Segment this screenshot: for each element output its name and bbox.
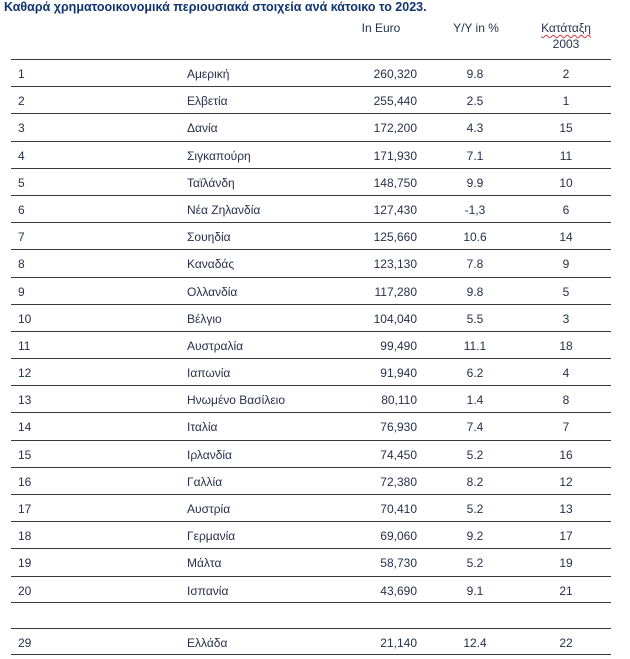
cell-country: Βέλγιο — [187, 311, 222, 326]
cell-yy: 5.2 — [466, 502, 484, 516]
table-row — [11, 113, 611, 140]
cell-yy: 4.3 — [466, 121, 484, 136]
table-row — [11, 576, 611, 603]
cell-country: Ιρλανδία — [187, 447, 232, 462]
cell-country: Ιαπωνία — [187, 366, 231, 381]
cell-yy: 7.1 — [466, 148, 484, 163]
cell-rank-2003: 9 — [562, 257, 570, 272]
table-row — [11, 304, 611, 331]
cell-rank-number: 13 — [18, 393, 32, 408]
cell-yy: 9.1 — [466, 583, 484, 598]
column-header-rank-label: Κατάταξη — [541, 21, 591, 35]
cell-yy: -1,3 — [464, 202, 486, 217]
cell-rank-2003: 6 — [562, 202, 570, 217]
table-row — [11, 412, 611, 439]
column-header-euro: In Euro — [361, 21, 401, 35]
cell-country: Αυστραλία — [187, 338, 244, 353]
table-row — [11, 494, 611, 521]
cell-yy: 5.2 — [466, 556, 484, 571]
column-header-rank — [526, 20, 606, 52]
table-row — [11, 440, 611, 467]
cell-euro: 171,930 — [373, 148, 417, 163]
cell-yy: 12.4 — [463, 636, 487, 650]
table-row — [11, 358, 611, 385]
cell-country: Ηνωμένο Βασίλειο — [187, 393, 286, 408]
table-row — [11, 249, 611, 276]
cell-country: Δανία — [187, 121, 218, 136]
cell-yy: 2.5 — [466, 94, 484, 109]
cell-euro: 74,450 — [380, 447, 417, 462]
cell-rank-2003: 14 — [559, 230, 573, 245]
cell-rank-2003: 4 — [562, 366, 570, 381]
table-row — [11, 222, 611, 249]
cell-euro: 104,040 — [373, 311, 417, 326]
cell-rank-number: 12 — [18, 366, 32, 381]
cell-rank-2003: 22 — [559, 636, 573, 650]
cell-euro: 80,110 — [381, 393, 417, 408]
cell-yy: 7.4 — [466, 420, 484, 435]
cell-yy: 8.2 — [466, 474, 484, 489]
cell-rank-number: 10 — [18, 311, 32, 326]
cell-rank-number: 3 — [18, 121, 25, 136]
cell-euro: 91,940 — [380, 366, 417, 381]
cell-euro: 72,380 — [380, 474, 417, 489]
cell-country: Ελβετία — [187, 94, 228, 109]
cell-country: Καναδάς — [187, 257, 235, 272]
cell-euro: 172,200 — [373, 121, 417, 136]
cell-rank-2003: 11 — [559, 148, 573, 163]
cell-rank-number: 29 — [18, 636, 32, 650]
cell-rank-number: 15 — [18, 447, 32, 462]
cell-rank-number: 1 — [18, 67, 25, 81]
cell-yy: 5.2 — [466, 447, 484, 462]
ranking-table — [11, 59, 611, 603]
cell-yy: 9.8 — [466, 284, 484, 299]
cell-country: Ιταλία — [187, 420, 218, 435]
cell-yy: 9.2 — [466, 529, 484, 544]
cell-rank-number: 6 — [18, 202, 25, 217]
table-row — [11, 521, 611, 548]
cell-rank-2003: 7 — [562, 420, 570, 435]
cell-rank-2003: 18 — [559, 338, 573, 353]
cell-euro: 21,140 — [380, 636, 417, 650]
page-title: Καθαρά χρηματοοικονομικά περιουσιακά στοιχεία ανά κάτοικο το 2023. — [4, 0, 427, 14]
cell-rank-2003: 3 — [562, 311, 570, 326]
cell-rank-number: 20 — [18, 583, 32, 598]
table-row — [11, 141, 611, 168]
table-row — [11, 467, 611, 494]
cell-euro: 69,060 — [380, 529, 417, 544]
cell-country: Σουηδία — [187, 230, 231, 245]
cell-euro: 123,130 — [373, 257, 417, 272]
cell-rank-number: 14 — [18, 420, 32, 435]
column-header-yy: Y/Y in % — [453, 21, 499, 35]
cell-rank-2003: 1 — [562, 94, 570, 109]
table-row — [11, 277, 611, 304]
cell-rank-2003: 5 — [562, 284, 570, 299]
cell-rank-2003: 21 — [559, 583, 573, 598]
cell-rank-2003: 12 — [559, 474, 573, 489]
cell-rank-2003: 13 — [559, 502, 573, 516]
table-row — [11, 168, 611, 195]
cell-rank-number: 17 — [18, 502, 32, 516]
cell-euro: 148,750 — [373, 175, 417, 190]
cell-country: Ελλάδα — [187, 636, 228, 650]
table-row — [11, 59, 611, 86]
cell-country: Αυστρία — [187, 502, 231, 516]
cell-yy: 11.1 — [463, 338, 487, 353]
column-header-rank-year: 2003 — [552, 37, 580, 51]
cell-rank-number: 9 — [18, 284, 25, 299]
cell-euro: 125,660 — [373, 230, 417, 245]
table-row — [11, 195, 611, 222]
cell-yy: 7.8 — [466, 257, 484, 272]
cell-country: Ολλανδία — [187, 284, 238, 299]
cell-yy: 1.4 — [466, 393, 484, 408]
table-row — [11, 385, 611, 412]
cell-yy: 9.9 — [466, 175, 484, 190]
cell-euro: 99,490 — [380, 338, 417, 353]
cell-country: Ταϊλάνδη — [187, 175, 235, 190]
cell-rank-number: 7 — [18, 230, 25, 245]
table-row — [11, 331, 611, 358]
cell-rank-number: 8 — [18, 257, 25, 272]
cell-rank-2003: 8 — [562, 393, 570, 408]
cell-rank-number: 5 — [18, 175, 25, 190]
table-header — [0, 20, 630, 60]
table-row — [11, 86, 611, 113]
cell-euro: 127,430 — [373, 202, 417, 217]
table-row — [11, 548, 611, 575]
cell-euro: 255,440 — [373, 94, 417, 109]
cell-country: Σιγκαπούρη — [187, 148, 251, 163]
cell-euro: 43,690 — [380, 583, 417, 598]
cell-rank-number: 18 — [18, 529, 32, 544]
cell-rank-2003: 15 — [559, 121, 573, 136]
cell-country: Γαλλία — [187, 474, 223, 489]
cell-country: Γερμανία — [187, 529, 236, 544]
cell-rank-number: 4 — [18, 148, 25, 163]
cell-rank-2003: 16 — [559, 447, 573, 462]
cell-rank-number: 2 — [18, 94, 25, 109]
cell-rank-number: 11 — [18, 338, 31, 353]
cell-yy: 9.8 — [466, 67, 484, 81]
cell-rank-number: 16 — [18, 474, 32, 489]
cell-rank-2003: 10 — [559, 175, 573, 190]
cell-country: Νέα Ζηλανδία — [187, 202, 261, 217]
cell-country: Ισπανία — [187, 583, 229, 598]
cell-rank-2003: 2 — [562, 67, 570, 81]
cell-yy: 10.6 — [463, 230, 487, 245]
cell-country: Αμερική — [187, 67, 230, 81]
cell-rank-2003: 17 — [559, 529, 573, 544]
cell-euro: 70,410 — [380, 502, 417, 516]
cell-yy: 5.5 — [466, 311, 484, 326]
cell-rank-2003: 19 — [559, 556, 573, 571]
cell-euro: 260,320 — [373, 67, 417, 81]
cell-country: Μάλτα — [187, 556, 222, 571]
cell-euro: 117,280 — [374, 284, 417, 299]
cell-yy: 6.2 — [466, 366, 484, 381]
cell-euro: 58,730 — [380, 556, 417, 571]
cell-euro: 76,930 — [380, 420, 417, 435]
cell-rank-number: 19 — [18, 556, 32, 571]
table-row-greece — [11, 628, 611, 655]
